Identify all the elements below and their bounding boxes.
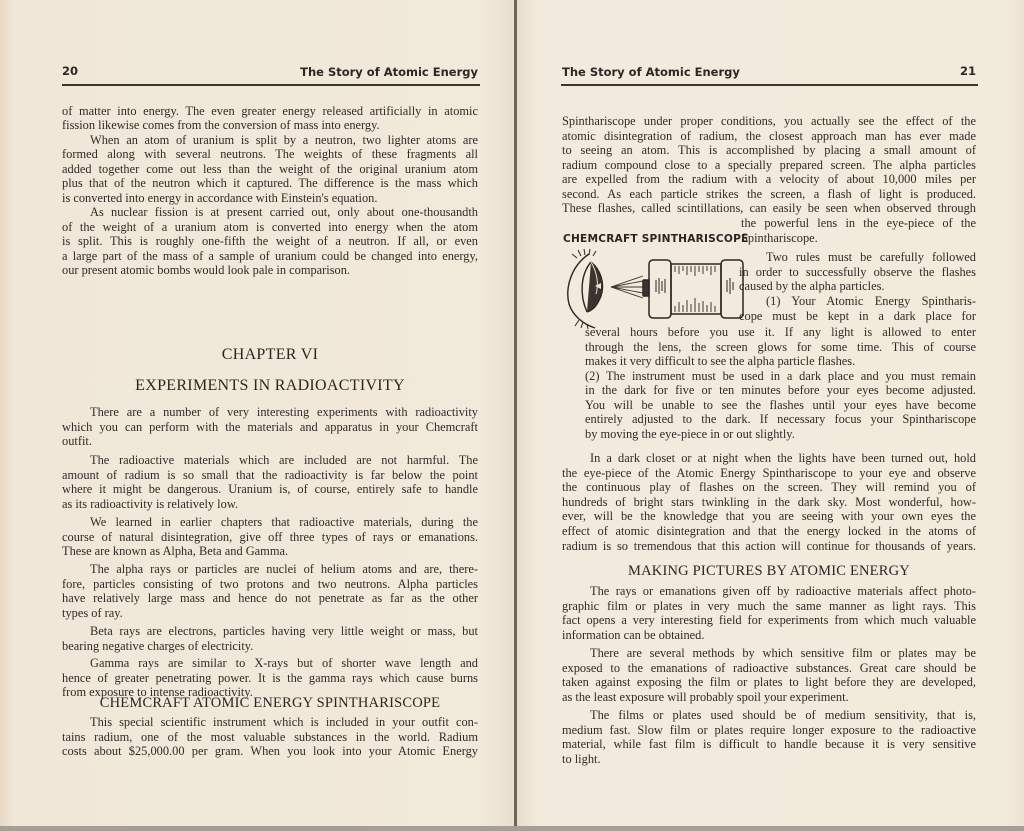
eye-and-spinthariscope-illustration-icon	[561, 248, 751, 330]
chapter-text-line: fore, particles consisting of two protons and two neutrons. Alpha particles	[62, 576, 478, 591]
intro-text-line: formed along with several neutrons. The weights of these fragments all	[62, 147, 478, 162]
section-title-spinthariscope: CHEMCRAFT ATOMIC ENERGY SPINTHARISCOPE	[99, 695, 441, 711]
pictures-text-line: exposed to the emanations of radioactive substances. Great care should be	[562, 660, 976, 675]
intro-text-line: are expelled from the radium with a velocity of about 10,000 miles per	[562, 172, 976, 186]
closet-text-line: the eye-piece of the Atomic Energy Spinthariscope to your eye and observe	[562, 465, 976, 480]
pictures-text-line: The rays or emanations given off by radioactive materials affect photo-	[590, 584, 976, 598]
closet-text-line: effect of atomic disintegration and that the energy locked in the atoms of	[562, 524, 976, 538]
intro-text-line: radium compound close to a specially prepared screen. The alpha particles	[562, 157, 976, 172]
left-page	[0, 0, 514, 826]
intro-text-line: of matter into energy. The even greater energy released artificially in atomic	[62, 104, 478, 118]
intro-text-line: added together come out less than the weight of the original uranium atom	[62, 161, 478, 176]
intro-text-line: the powerful lens in the eye-piece of the	[741, 216, 976, 230]
rules-text-line: by moving the eye-piece in or out slightly.	[585, 426, 795, 441]
intro-text-line: to seeing an atom. This is accomplished by placing a small amount of	[562, 143, 976, 157]
chapter-text-line: types of ray.	[62, 605, 123, 620]
rules-text-line: several hours before you use it. If any light is allowed to enter	[585, 325, 976, 339]
chapter-text-line: Gamma rays are similar to X-rays but of shorter wave length and	[90, 656, 478, 670]
chapter-text-line: outfit.	[62, 434, 92, 448]
rules-text-line: You will be unable to see the flashes until your eyes have become	[585, 397, 976, 412]
intro-text-line: is converted into energy in accordance with Einstein's equation.	[62, 190, 378, 205]
section-text-line: costs about $25,000.00 per gram. When you look into your Atomic Energy	[62, 744, 478, 759]
chapter-text-line: amount of radium is so small that the radioactivity is far below the point	[62, 467, 478, 482]
intro-text-line: As nuclear fission is at present carried out, only about one-thousandth	[90, 205, 478, 220]
rules-text-line: in order to successfully observe the flashes	[739, 264, 976, 279]
intro-text-line: fission likewise comes from the conversion of mass into energy.	[62, 118, 380, 133]
chapter-text-line: have relatively large mass and hence do not penetrate as far as the other	[62, 591, 478, 605]
chapter-title: EXPERIMENTS IN RADIOACTIVITY	[135, 377, 405, 394]
intro-text-line: These flashes, called scintillations, can easily be seen when observed through	[562, 201, 976, 215]
chapter-text-line: from exposure to intense radioactivity.	[62, 685, 253, 699]
left-page-number: 20	[62, 64, 79, 78]
eye-icon	[568, 249, 603, 329]
right-page-number: 21	[959, 64, 976, 78]
chapter-label: CHAPTER VI	[221, 346, 319, 363]
intro-text-line: Spinthariscope under proper conditions, you actually see the effect of the	[562, 114, 976, 128]
closet-text-line: the continuous play of flashes on the screen. They will remind you of	[562, 480, 976, 495]
chapter-text-line: The alpha rays or particles are nuclei of helium atoms and are, there-	[90, 562, 478, 576]
section-title-making-pictures: MAKING PICTURES BY ATOMIC ENERGY	[628, 563, 910, 579]
rules-text-line: makes it very difficult to see the alpha particle flashes.	[585, 354, 856, 368]
right-running-header	[562, 64, 976, 84]
chapter-text-line: bearing negative charges of electricity.	[62, 638, 254, 653]
chapter-text-line: as its radioactivity is relatively low.	[62, 496, 239, 511]
chapter-text-line: We learned in earlier chapters that radioactive materials, during the	[90, 515, 478, 529]
chapter-text-line: Beta rays are electrons, particles having very little weight or mass, but	[90, 624, 478, 638]
spinthariscope-tube-icon	[643, 260, 743, 318]
intro-text-line: plus that of the neutron which it captured. The difference is the mass which	[62, 176, 478, 191]
left-running-header	[62, 64, 478, 84]
intro-text-line: atomic disintegration of radium, the closest approach man has ever made	[562, 128, 976, 143]
figure-caption: CHEMCRAFT SPINTHARISCOPE	[563, 233, 749, 245]
right-header-rule	[561, 84, 978, 86]
pictures-text-line: fact opens a very interesting field for experiments from which much valuable	[562, 613, 976, 627]
rules-text-line: caused by the alpha particles.	[739, 279, 885, 293]
chapter-text-line: which you can perform with the materials and apparatus in your Chemcraft	[62, 419, 478, 434]
intro-text-line: a large part of the mass of a sample of uranium could be changed into energy,	[62, 248, 478, 263]
pictures-text-line: medium fast. Slow film or plates require longer exposure to the radioactive	[562, 722, 976, 737]
rules-text-line: (1) Your Atomic Energy Spintharis-	[766, 294, 976, 308]
bottom-edge	[0, 826, 1024, 831]
light-rays-icon	[611, 276, 643, 298]
intro-text-line: When an atom of uranium is split by a neutron, two lighter atoms are	[90, 132, 478, 147]
right-running-head: The Story of Atomic Energy	[562, 65, 740, 79]
intro-text-line: our present atomic bombs would look pale in comparison.	[62, 262, 351, 277]
chapter-text-line: course of natural disintegration, give off three types of rays or emanations.	[62, 529, 478, 544]
left-running-head: The Story of Atomic Energy	[300, 65, 478, 79]
intro-text-line: second. As each particle strikes the screen, a flash of light is produced.	[562, 186, 976, 201]
pictures-text-line: There are several methods by which sensitive film or plates may be	[590, 646, 976, 660]
rules-text-line: cope must be kept in a dark place for	[739, 308, 976, 323]
left-header-rule	[62, 84, 480, 86]
pictures-text-line: information can be obtained.	[562, 627, 705, 642]
chapter-text-line: There are a number of very interesting experiments with radioactivity	[90, 405, 478, 419]
rules-text-line: (2) The instrument must be used in a dark place and you must remain	[585, 368, 976, 383]
chapter-text-line: where it might be dangerous. Uranium is, of course, entirely safe to handle	[62, 482, 478, 496]
pictures-text-line: graphic film or plates in very much the same manner as light rays. This	[562, 598, 976, 613]
rules-text-line: Two rules must be carefully followed	[766, 250, 976, 264]
rules-text-line: through the lens, the screen glows for some time. This of course	[585, 339, 976, 354]
section-text-line: tains radium, one of the most valuable substances in the world. Radium	[62, 729, 478, 744]
pictures-text-line: as the least exposure will probably spoil your experiment.	[562, 689, 849, 704]
intro-text-line: of the weight of a uranium atom is converted into energy when the atom	[62, 219, 478, 234]
closet-text-line: ever, will be the knowledge that you are seeing with your own eyes the	[562, 509, 976, 524]
pictures-text-line: The films or plates used should be of medium sensitivity, that is,	[590, 708, 976, 722]
closet-text-line: In a dark closet or at night when the lights have been turned out, hold	[590, 451, 976, 465]
closet-text-line: hundreds of bright stars twinkling in the dark sky. Most wonderful, how-	[562, 494, 976, 509]
pictures-text-line: to light.	[562, 751, 601, 766]
pictures-text-line: taken against exposing the film or plates to light before they are developed,	[562, 675, 976, 689]
chapter-text-line: The radioactive materials which are included are not harmful. The	[90, 453, 478, 467]
pictures-text-line: material, while fast film is difficult to handle because it is very sensitive	[562, 737, 976, 751]
section-text-line: This special scientific instrument which is included in your outfit con-	[90, 715, 478, 729]
intro-text-line: Spinthariscope.	[741, 231, 818, 245]
intro-text-line: is split. This is roughly one-fifth the weight of a neutron. If all, or even	[62, 234, 478, 249]
rules-text-line: in the dark for five or ten minutes before your eyes become adjusted.	[585, 383, 976, 397]
chapter-text-line: hence of greater penetrating power. It is the gamma rays which cause burns	[62, 670, 478, 685]
chapter-text-line: These are known as Alpha, Beta and Gamma.	[62, 544, 289, 558]
right-page	[517, 0, 1024, 826]
rules-text-line: entirely adjusted to the dark. If necessary focus your Spinthariscope	[585, 412, 976, 426]
closet-text-line: radium is so tremendous that this action will continue for thousands of years.	[562, 538, 976, 553]
